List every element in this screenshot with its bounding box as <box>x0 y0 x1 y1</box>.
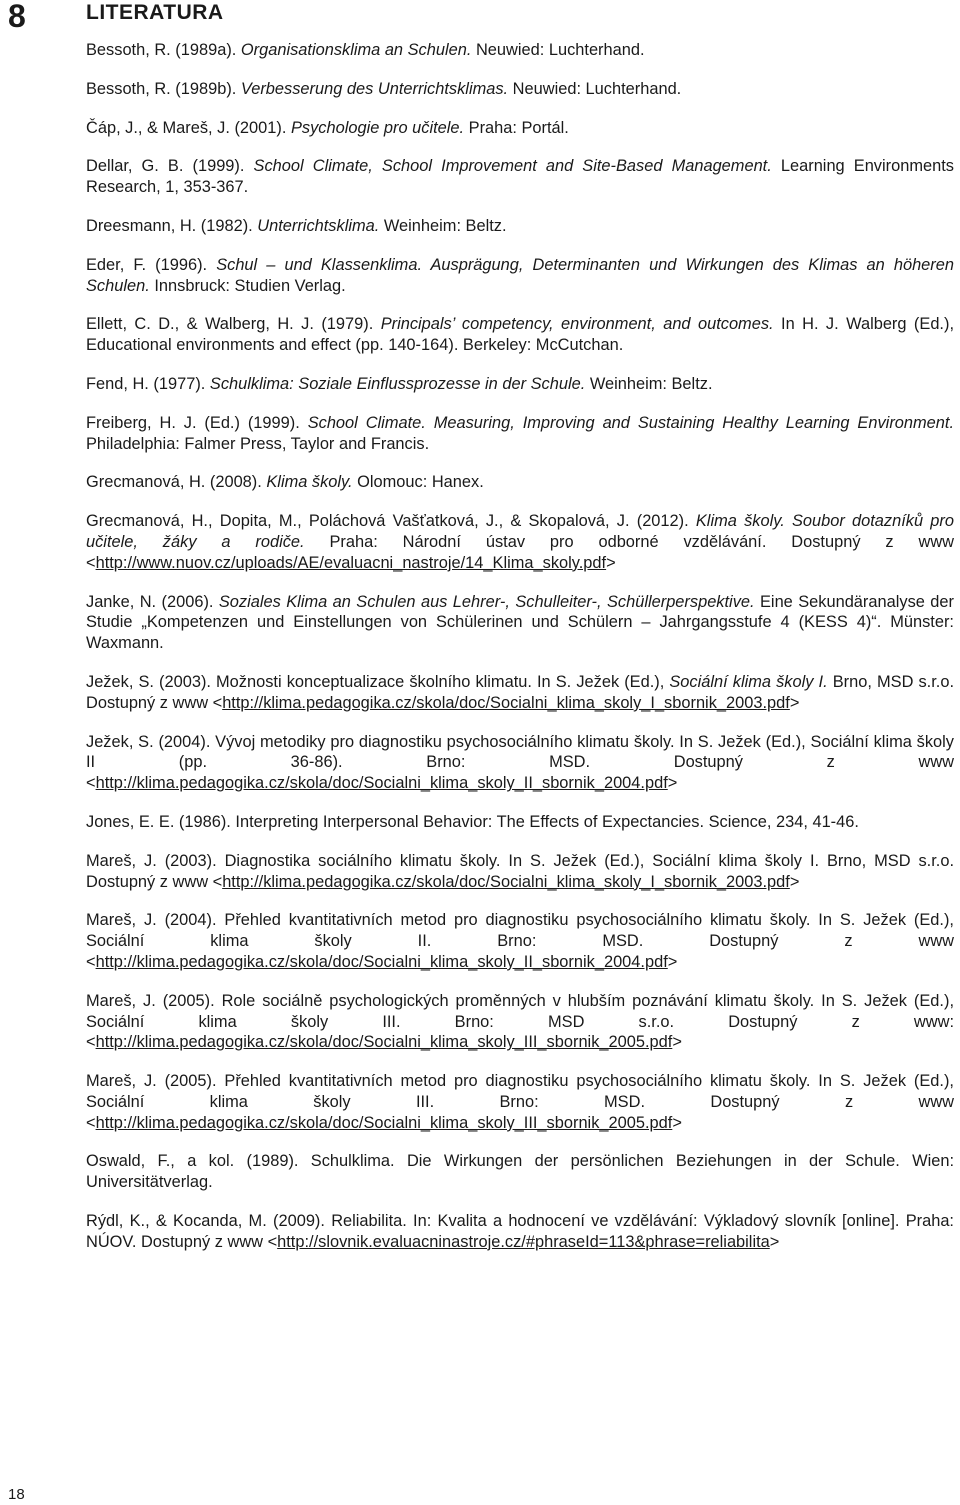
reference-entry <box>86 118 954 139</box>
reference-entry <box>86 374 954 395</box>
reference-entry <box>86 511 954 573</box>
reference-text: Neuwied: Luchterhand. <box>471 41 645 59</box>
reference-text: > <box>667 952 678 971</box>
reference-entry <box>86 472 954 493</box>
reference-text: > <box>606 553 616 572</box>
reference-text: > <box>769 1232 780 1251</box>
page-number: 18 <box>8 1486 25 1503</box>
reference-entry <box>86 40 954 61</box>
reference-text: Bessoth, R. (1989a). <box>86 41 241 59</box>
reference-title: Verbesserung des Unterrichtsklimas. <box>240 79 509 98</box>
reference-entry <box>86 851 954 893</box>
reference-list <box>86 40 954 1271</box>
reference-text: Jones, E. E. (1986). Interpreting Interpersonal Behavior: The Effects of Expectancies. Science, 234, 41-46. <box>86 812 859 831</box>
reference-entry <box>86 991 954 1053</box>
reference-title: Klima školy. Soubor dotazníků pro učitele, žáky a rodiče. <box>86 512 954 551</box>
reference-text: Weinheim: Beltz. <box>585 374 713 393</box>
reference-text: Mareš, J. (2003). Diagnostika sociálního klimatu školy. In S. Ježek (Ed.), Sociální klima školy I. Brno, MSD s.r.o. Dostupný z www < <box>86 851 954 891</box>
reference-text: Ellett, C. D., & Walberg, H. J. (1979). <box>86 315 381 334</box>
reference-entry <box>86 732 954 794</box>
reference-text: > <box>789 693 800 712</box>
chapter-number: 8 <box>8 0 26 34</box>
reference-entry <box>86 1071 954 1133</box>
reference-url-link[interactable]: http://klima.pedagogika.cz/skola/doc/Socialni_klima_skoly_I_sbornik_2003.pdf <box>222 693 790 712</box>
reference-entry <box>86 255 954 297</box>
reference-entry <box>86 413 954 455</box>
reference-text: Ježek, S. (2004). Vývoj metodiky pro diagnostiku psychosociálního klimatu školy. In S. Ježek (Ed.), Sociální klima školy II (pp. 36-86). Brno: MSD. Dostupný z www < <box>86 732 954 793</box>
reference-text: Learning Environments Research, 1, 353-367. <box>86 157 954 197</box>
reference-entry <box>86 1211 954 1253</box>
reference-text: Praha: Portál. <box>464 118 569 137</box>
reference-text: Dellar, G. B. (1999). <box>86 157 254 176</box>
reference-entry <box>86 1151 954 1193</box>
reference-url-link[interactable]: http://www.nuov.cz/uploads/AE/evaluacni_nastroje/14_Klima_skoly.pdf <box>95 553 607 572</box>
reference-text: > <box>672 1033 682 1052</box>
reference-text: Weinheim: Beltz. <box>379 216 507 235</box>
reference-title: Principals’ competency, environment, and outcomes. <box>380 315 774 334</box>
reference-text: Olomouc: Hanex. <box>352 473 484 492</box>
reference-text: Brno, MSD s.r.o. Dostupný z www < <box>86 672 955 712</box>
reference-text: Rýdl, K., & Kocanda, M. (2009). Reliabilita. In: Kvalita a hodnocení ve vzdělávání: Výkladový slovník [online]. Praha: NÚOV. Dostupný z www < <box>86 1212 954 1251</box>
reference-text: Ježek, S. (2003). Možnosti konceptualizace školního klimatu. In S. Ježek (Ed.), <box>86 672 670 691</box>
reference-text: Praha: Národní ústav pro odborné vzdělávání. Dostupný z www < <box>86 532 954 572</box>
reference-text: Innsbruck: Studien Verlag. <box>149 276 346 295</box>
reference-text: Oswald, F., a kol. (1989). Schulklima. Die Wirkungen der persönlichen Beziehungen in der Schule. Wien: Universitätverlag. <box>86 1152 954 1192</box>
reference-entry <box>86 156 954 198</box>
reference-text: Janke, N. (2006). <box>86 592 219 611</box>
reference-title: Psychologie pro učitele. <box>290 118 465 137</box>
reference-entry <box>86 672 954 714</box>
reference-title: Unterrichtsklima. <box>257 216 380 235</box>
reference-text: Eder, F. (1996). <box>86 255 217 274</box>
reference-title: Organisationsklima an Schulen. <box>240 41 472 59</box>
reference-entry <box>86 910 954 972</box>
reference-title: School Climate, School Improvement and Site-Based Management. <box>253 157 772 176</box>
reference-text: > <box>789 872 800 891</box>
reference-url-link[interactable]: http://klima.pedagogika.cz/skola/doc/Socialni_klima_skoly_II_sbornik_2004.pdf <box>95 774 668 793</box>
reference-text: Mareš, J. (2004). Přehled kvantitativních metod pro diagnostiku psychosociálního klimatu školy. In S. Ježek (Ed.), Sociální klima školy II. Brno: MSD. Dostupný z www < <box>86 911 954 971</box>
reference-text: Eine Sekundäranalyse der Studie „Kompetenzen und Einstellungen von Schülerinen und Schülern – Jahrgangsstufe 4 (KESS 4)“. Münster: Waxmann. <box>86 592 954 653</box>
reference-url-link[interactable]: http://klima.pedagogika.cz/skola/doc/Socialni_klima_skoly_III_sbornik_2005.pdf <box>95 1113 673 1132</box>
reference-title: Soziales Klima an Schulen aus Lehrer-, Schulleiter-, Schüllerperspektive. <box>218 592 755 611</box>
reference-text: Philadelphia: Falmer Press, Taylor and Francis. <box>86 434 430 453</box>
reference-text: Bessoth, R. (1989b). <box>86 79 241 98</box>
reference-text: Fend, H. (1977). <box>86 374 210 393</box>
reference-title: School Climate. Measuring, Improving and Sustaining Healthy Learning Environment. <box>307 413 954 432</box>
reference-entry <box>86 592 954 654</box>
reference-url-link[interactable]: http://klima.pedagogika.cz/skola/doc/Socialni_klima_skoly_II_sbornik_2004.pdf <box>95 952 668 971</box>
reference-entry <box>86 79 954 100</box>
reference-url-link[interactable]: http://slovnik.evaluacninastroje.cz/#phraseId=113&phrase=reliabilita <box>277 1232 770 1251</box>
reference-text: Mareš, J. (2005). Role sociálně psychologických proměnných v hlubším poznávání klimatu školy. In S. Ježek (Ed.), Sociální klima školy III. Brno: MSD s.r.o. Dostupný z www: < <box>86 991 954 1052</box>
reference-entry <box>86 314 954 356</box>
reference-url-link[interactable]: http://klima.pedagogika.cz/skola/doc/Socialni_klima_skoly_I_sbornik_2003.pdf <box>222 872 790 891</box>
reference-text: Grecmanová, H., Dopita, M., Poláchová Vašťatková, J., & Skopalová, J. (2012). <box>86 512 696 531</box>
reference-title: Schul – und Klassenklima. Ausprägung, Determinanten und Wirkungen des Klimas an höheren Schulen. <box>86 255 954 295</box>
reference-entry <box>86 812 954 833</box>
reference-title: Schulklima: Soziale Einflussprozesse in der Schule. <box>209 374 586 393</box>
reference-url-link[interactable]: http://klima.pedagogika.cz/skola/doc/Socialni_klima_skoly_III_sbornik_2005.pdf <box>95 1033 673 1052</box>
reference-text: > <box>667 774 678 793</box>
reference-text: Grecmanová, H. (2008). <box>86 473 267 492</box>
reference-text: Mareš, J. (2005). Přehled kvantitativních metod pro diagnostiku psychosociálního klimatu školy. In S. Ježek (Ed.), Sociální klima školy III. Brno: MSD. Dostupný z www < <box>86 1072 954 1132</box>
reference-text: Freiberg, H. J. (Ed.) (1999). <box>86 413 308 432</box>
reference-title: Klima školy. <box>266 473 353 492</box>
reference-text: Dreesmann, H. (1982). <box>86 216 258 235</box>
reference-text: Čáp, J., & Mareš, J. (2001). <box>86 118 291 137</box>
reference-text: Neuwied: Luchterhand. <box>508 79 682 98</box>
reference-text: > <box>672 1113 682 1132</box>
reference-entry <box>86 216 954 237</box>
reference-title: Sociální klima školy I. <box>669 672 828 691</box>
chapter-title: LITERATURA <box>86 1 224 24</box>
reference-text: In H. J. Walberg (Ed.), Educational environments and effect (pp. 140-164). Berkeley: McCutchan. <box>86 315 955 355</box>
